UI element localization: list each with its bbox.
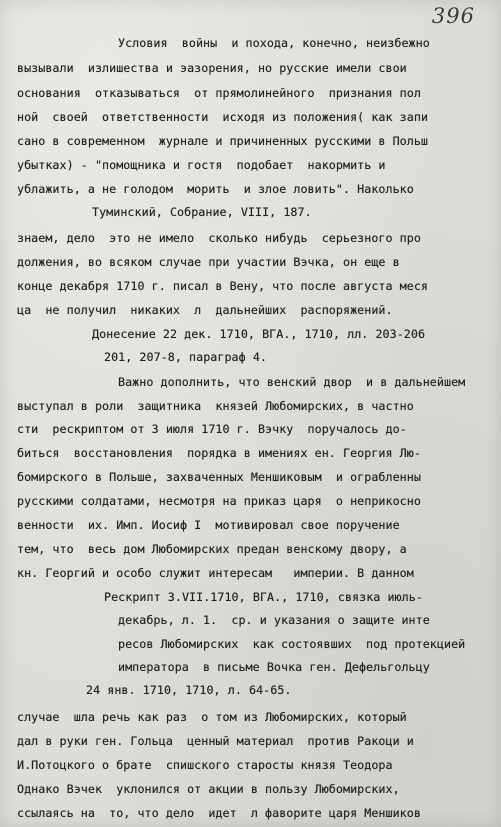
footnote-line: Донесение 22 дек. 1710, ВГА., 1710, лл. 203-206 [92, 327, 426, 341]
text-line: случае шла речь как раз о том из Любомирских, который [17, 710, 407, 724]
text-line: кн. Георгий и особо служит интересам империи. В данном [17, 566, 414, 580]
text-line: знаем, дело это не имело сколько нибудь серьезного про [17, 231, 421, 245]
text-line: Важно дополнить, что венский двор и в дальнейшем [118, 375, 466, 389]
text-line: венности их. Имп. Иосиф I мотивировал свое поручение [17, 518, 400, 532]
text-line: должения, во всяком случае при участии Вэчка, он еще в [17, 255, 400, 269]
footnote-line: императора в письме Вочка ген. Дефельгольцу [118, 660, 430, 674]
text-line: выступал в роли защитника князей Любомирских, в частно [17, 399, 414, 413]
footnote-line: 201, 207-8, параграф 4. [104, 350, 267, 364]
text-line: ублажить, а не голодом морить и злое ловить". Наколько [17, 182, 414, 196]
text-line: И.Потоцкого о брате спишского старосты князя Теодора [17, 758, 393, 772]
footnote-line: 24 янв. 1710, 1710, л. 64-65. [86, 683, 292, 697]
footnote-line: Рескрипт 3.VII.1710, ВГА., 1710, связка июль- [104, 590, 423, 604]
text-line: Однако Вэчек уклонился от акции в пользу Любомирских, [17, 782, 400, 796]
text-line: вызывали излишества и эазорения, но русские имели свои [17, 61, 407, 75]
text-line: основания отказываться от прямолинейного признания пол [17, 86, 421, 100]
text-line: ной своей ответственности исходя из положения( как запи [17, 110, 429, 124]
text-line: сти рескриптом от 3 июля 1710 г. Вэчку поручалось до- [17, 422, 407, 436]
text-line: сано в современном журнале и причиненных русскими в Польш [17, 134, 429, 148]
text-line: дал в руки ген. Гольца ценный материал против Ракоци и [17, 734, 414, 748]
footnote-line: декабрь, л. 1. ср. и указания о защите инте [118, 613, 430, 627]
text-line: конце декабря 1710 г. писал в Вену, что после августа меся [17, 279, 429, 293]
text-line: бомирского в Польше, захваченных Меншиковым и ограбленны [17, 470, 421, 484]
text-line: биться восстановления порядка в имениях ен. Георгия Лю- [17, 446, 421, 460]
text-line: ссылаясь на то, что дело идет л фаворите царя Меншиков [17, 806, 421, 820]
text-line: русскими солдатами, несмотря на приказ царя о неприкосно [17, 494, 421, 508]
text-line: ца не получил никаких л дальнейших распоряжений. [17, 303, 393, 317]
footnote-line: ресов Любомирских как состоявших под протекцией [118, 637, 466, 651]
footnote-line: Туминский, Собрание, VIII, 187. [92, 205, 312, 219]
folio-number: 396 [431, 4, 475, 28]
text-line: Условия войны и похода, конечно, неизбежно [118, 36, 430, 50]
text-line: убытках) - "помощника и гостя подобает накормить и [17, 158, 386, 172]
text-line: тем, что весь дом Любомирских предан венскому двору, а [17, 542, 407, 556]
